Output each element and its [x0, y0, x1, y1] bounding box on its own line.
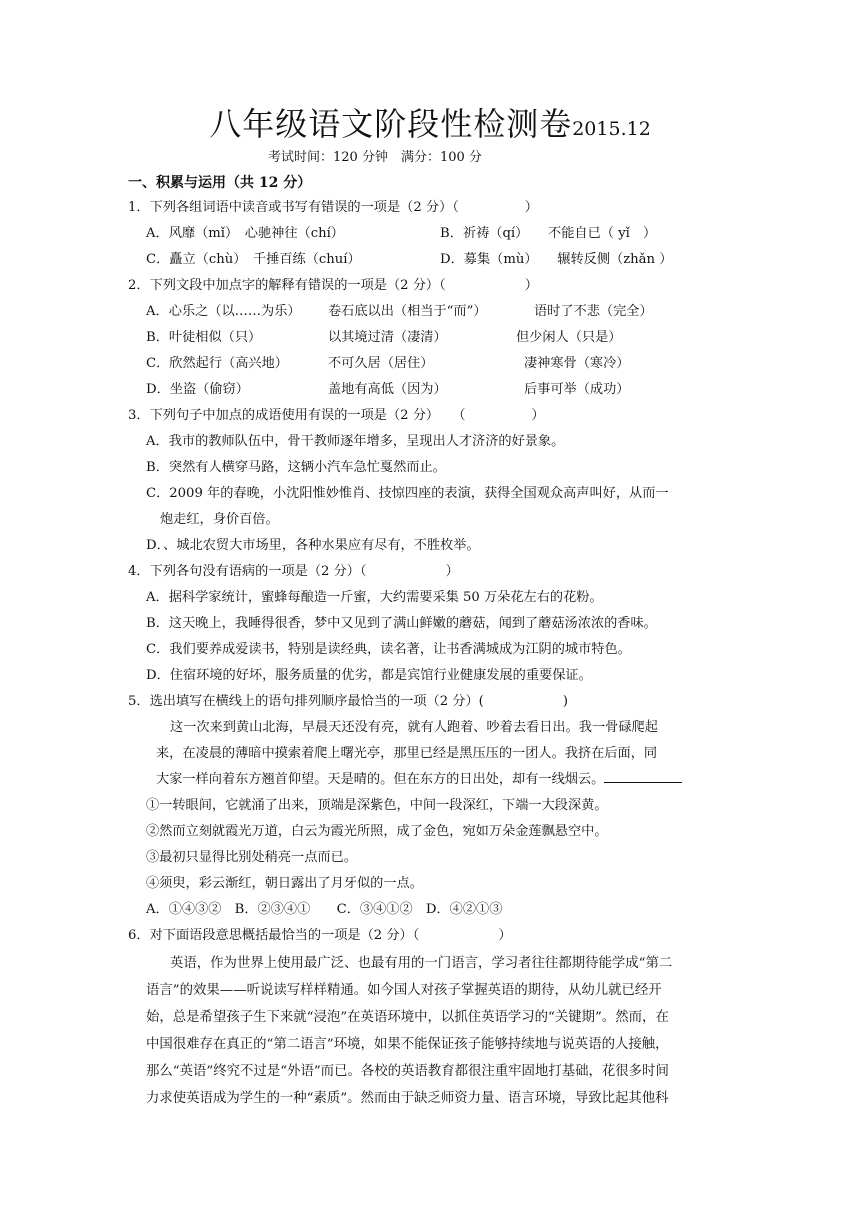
q2-a-3: 语时了不悲（完全） [534, 304, 653, 319]
q3-option-b: B．突然有人横穿马路，这辆小汽车急忙戛然而止。 [146, 460, 446, 475]
question-5-stem: 5．选出填写在横线上的语句排列顺序最恰当的一项（2 分）( ) [128, 694, 569, 709]
question-4-stem: 4．下列各句没有语病的一项是（2 分）（ ） [128, 564, 459, 579]
q5-passage-line-1: 这一次来到黄山北海，早晨天还没有亮，就有人跑着、吵着去看日出。我一骨碌爬起 [170, 720, 658, 735]
q2-d-3: 后事可举（成功） [524, 382, 630, 397]
section-heading: 一、积累与运用（共 12 分） [128, 175, 312, 191]
q3-option-c-cont: 炮走红，身价百倍。 [160, 512, 279, 527]
q1-option-d: D．募集（mù） 辗转反侧（zhǎn ） [440, 252, 673, 267]
q5-sentence-3: ③最初只显得比别处稍亮一点而已。 [146, 850, 357, 865]
q2-d-1: D．坐盗（偷窃） [146, 382, 249, 397]
q2-b-2: 以其境过清（凄清） [328, 330, 447, 345]
exam-info: 考试时间：120 分钟 满分：100 分 [268, 150, 482, 165]
q2-d-2: 盖地有高低（因为） [328, 382, 447, 397]
q3-option-a: A．我市的教师队伍中，骨干教师逐年增多，呈现出人才济济的好景象。 [146, 434, 565, 449]
q1-option-a: A．风靡（mǐ） 心驰神往（chí） [146, 226, 344, 241]
answer-blank [604, 770, 682, 783]
question-6-stem: 6．对下面语段意思概括最恰当的一项是（2 分）（ ） [128, 928, 512, 943]
q1-option-c: C．矗立（chù） 千捶百练（chuí） [146, 252, 361, 267]
q6-passage-line-2: 语言”的效果——听说读写样样精通。如今国人对孩子掌握英语的期待，从幼儿就已经开 [146, 983, 662, 998]
question-2-stem: 2．下列文段中加点字的解释有错误的一项是（2 分）（ ） [128, 278, 538, 293]
q3-option-d: D．、城北农贸大市场里，各种水果应有尽有，不胜枚举。 [146, 538, 480, 553]
q6-passage-line-4: 中国很难存在真正的“第二语言”环境，如果不能保证孩子能够持续地与说英语的人接触， [146, 1037, 669, 1052]
exam-date: 2015.12 [572, 118, 651, 140]
q6-passage-line-5: 那么“英语”终究不过是“外语”而已。各校的英语教育都很注重牢固地打基础，花很多时间 [146, 1064, 669, 1079]
q5-sentence-1: ①一转眼间，它就涌了出来，顶端是深紫色，中间一段深红，下端一大段深黄。 [146, 798, 608, 813]
q2-c-2: 不可久居（居住） [328, 356, 434, 371]
q5-passage-line-2: 来，在凌晨的薄暗中摸索着爬上曙光亭，那里已经是黑压压的一团人。我挤在后面，同 [156, 746, 658, 761]
q6-passage-line-6: 力求使英语成为学生的一种“素质”。然而由于缺乏师资力量、语言环境，导致比起其他科 [146, 1091, 669, 1106]
question-1-stem: 1．下列各组词语中读音或书写有错误的一项是（2 分）（ ） [128, 200, 538, 215]
q5-sentence-4: ④须臾，彩云渐红，朝日露出了月牙似的一点。 [146, 876, 423, 891]
q2-b-3: 但少闲人（只是） [516, 330, 622, 345]
q2-b-1: B．叶徒相似（只） [146, 330, 262, 345]
q5-sentence-2: ②然而立刻就霞光万道，白云为霞光所照，成了金色，宛如万朵金莲飘悬空中。 [146, 824, 608, 839]
exam-title [0, 102, 860, 151]
q6-passage-line-3: 始，总是希望孩子生下来就“浸泡”在英语环境中，以抓住英语学习的“关键期”。然而，在 [146, 1010, 669, 1025]
q5-choices: A．①④③② B．②③④① C．③④①② D．④②①③ [146, 902, 503, 917]
q4-option-a: A．据科学家统计，蜜蜂每酿造一斤蜜，大约需要采集 50 万朵花左右的花粉。 [146, 590, 603, 605]
q1-option-b: B．祈祷（qí） 不能自已（ yǐ ） [440, 226, 657, 241]
q2-a-1: A．心乐之（以……为乐） [146, 304, 301, 319]
q2-c-1: C．欣然起行（高兴地） [146, 356, 288, 371]
q5-passage-line-3 [156, 770, 682, 790]
q4-option-b: B．这天晚上，我睡得很香，梦中又见到了满山鲜嫩的蘑菇，闻到了蘑菇汤浓浓的香味。 [146, 616, 657, 631]
question-3-stem: 3．下列句子中加点的成语使用有误的一项是（2 分） （ ） [128, 408, 545, 423]
q4-option-c: C．我们要养成爱读书，特别是读经典，读名著，让书香满城成为江阴的城市特色。 [146, 642, 631, 657]
q5-passage-text: 大家一样向着东方翘首仰望。天是晴的。但在东方的日出处，却有一线烟云。 [156, 772, 605, 787]
title-text: 八年级语文阶段性检测卷 [209, 105, 573, 143]
q6-passage-line-1: 英语，作为世界上使用最广泛、也最有用的一门语言，学习者往往都期待能学成“第二 [170, 956, 673, 971]
q4-option-d: D．住宿环境的好坏，服务质量的优劣，都是宾馆行业健康发展的重要保证。 [146, 668, 592, 683]
q3-option-c: C．2009 年的春晚，小沈阳惟妙惟肖、技惊四座的表演，获得全国观众高声叫好，从而一 [146, 486, 669, 501]
q2-c-3: 凄神寒骨（寒冷） [524, 356, 630, 371]
q2-a-2: 卷石底以出（相当于“而”） [328, 304, 487, 319]
